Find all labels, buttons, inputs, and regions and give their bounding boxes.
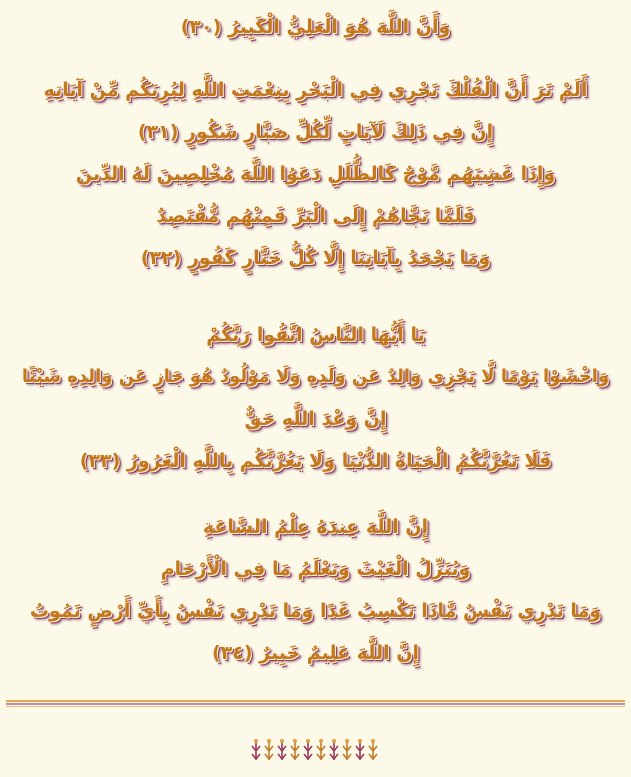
verse-line: إِنَّ وَعْدَ اللَّهِ حَقٌّ — [244, 408, 387, 430]
verse-block-31-32 — [0, 69, 631, 279]
verse-line: فَلَا تَغُرَّنَّكُمُ الْحَيَاةُ الدُّنْيَا وَلَا يَغُرَّنَّكُم بِاللَّهِ الْغَرُورُ (٣٣) — [79, 450, 552, 472]
verse-line: وَمَا تَدْرِي نَفْسٌ مَّاذَا تَكْسِبُ غَدًا وَمَا تَدْرِي نَفْسٌ بِأَيِّ أَرْضٍ تَمُوتُ — [29, 600, 602, 622]
verse-line: إِنَّ اللَّهَ عَلِيمٌ خَبِيرٌ (٣٤) — [211, 642, 420, 664]
ornament-motif — [304, 739, 312, 760]
ornament-motif — [369, 739, 377, 760]
section-divider — [6, 700, 625, 708]
ornament-motif — [343, 739, 351, 760]
verse-line: وَإِذَا غَشِيَهُم مَّوْجٌ كَالظُّلَلِ دَعَوُا اللَّهَ مُخْلِصِينَ لَهُ الدِّينَ — [75, 163, 556, 185]
ornament-motif — [356, 739, 364, 760]
decorative-border-ornament — [250, 738, 380, 764]
verse-line: إِنَّ فِي ذَلِكَ لَآيَاتٍ لِّكُلِّ صَبَّارٍ شَكُورٍ (٣١) — [137, 121, 494, 143]
ornament-motif — [265, 739, 273, 760]
verse-line: فَلَمَّا نَجَّاهُمْ إِلَى الْبَرِّ فَمِنْهُم مُّقْتَصِدٌ — [156, 205, 475, 227]
verse-line: وَاخْشَوْا يَوْمًا لَّا يَجْزِي وَالِدٌ عَن وَلَدِهِ وَلَا مَوْلُودٌ هُوَ جَازٍ عَن وَالِدِهِ شَيْئًا — [21, 366, 610, 387]
ornament-motif — [278, 739, 286, 760]
verse-line: أَلَمْ تَرَ أَنَّ الْفُلْكَ تَجْرِي فِي الْبَحْرِ بِنِعْمَتِ اللَّهِ لِيُرِيَكُم مِّنْ آيَاتِهِ — [43, 79, 588, 101]
ornament-motif — [317, 739, 325, 760]
verse-block-34 — [0, 506, 631, 674]
verse-line: وَأَنَّ اللَّهَ هُوَ الْعَلِيُّ الْكَبِيرُ (٣٠) — [180, 16, 451, 38]
verse-line: وَمَا يَجْحَدُ بِآيَاتِنَا إِلَّا كُلُّ خَتَّارٍ كَفُورٍ (٣٢) — [140, 247, 491, 269]
verse-block-33 — [0, 314, 631, 482]
verse-line: إِنَّ اللَّهَ عِندَهُ عِلْمُ السَّاعَةِ — [202, 516, 429, 538]
ornament-motif — [291, 739, 299, 760]
verse-line: يَا أَيُّهَا النَّاسُ اتَّقُوا رَبَّكُمْ — [206, 324, 425, 346]
verse-line: وَيُنَزِّلُ الْغَيْثَ وَيَعْلَمُ مَا فِي الْأَرْحَامِ — [160, 558, 471, 580]
ornament-motif — [252, 739, 260, 760]
ornament-motif — [330, 739, 338, 760]
verse-block-30 — [0, 6, 631, 48]
